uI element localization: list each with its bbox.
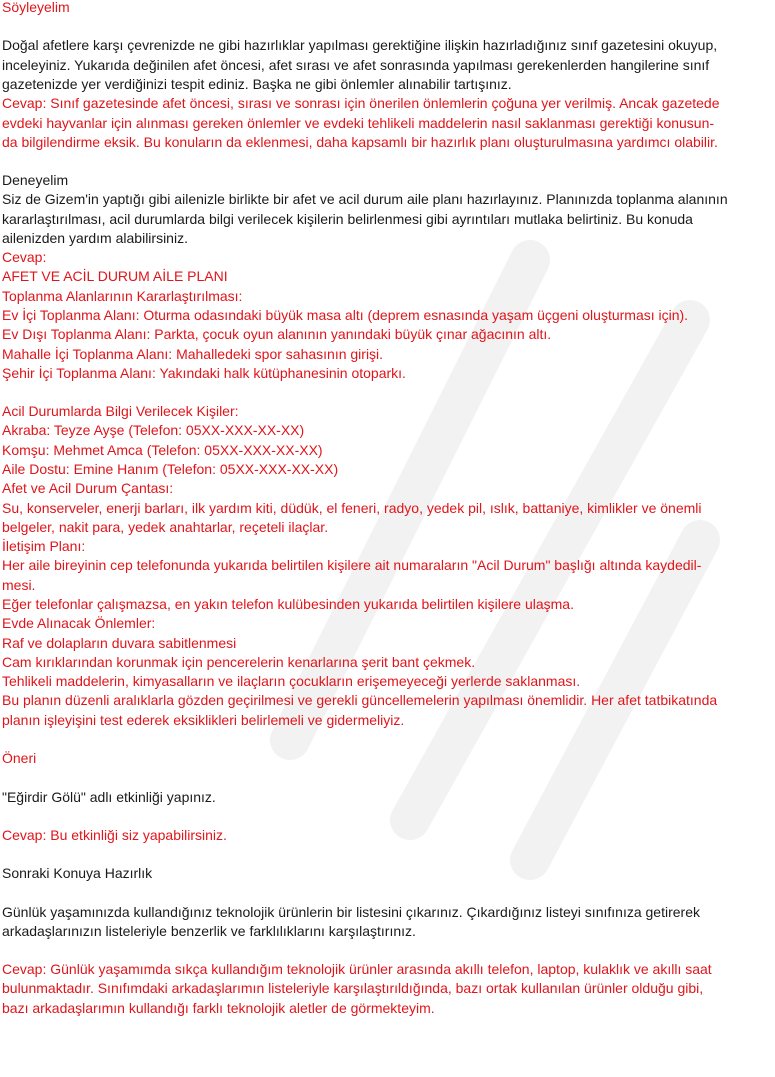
plan-line: Akraba: Teyze Ayşe (Telefon: 05XX-XXX-XX-XX) — [2, 422, 305, 438]
deneyelim-line: Siz de Gizem'in yaptığı gibi ailenizle birlikte bir afet ve acil durum aile planı hazırlayınız. Planınızda toplanma alanının — [2, 191, 728, 207]
plan-line: Ev Dışı Toplanma Alanı: Parkta, çocuk oyun alanının yanındaki büyük çınar ağacının altı. — [2, 326, 552, 342]
oneri-answer: Cevap: Bu etkinliği siz yapabilirsiniz. — [2, 827, 227, 843]
sonraki-line: arkadaşlarınızın listeleriyle benzerlik ve farklılıklarını karşılaştırınız. — [2, 923, 416, 939]
plan-line: Her aile bireyinin cep telefonunda yukarıda belirtilen kişilere ait numaraların "Acil Durum" başlığı altında kaydedil- — [2, 557, 702, 573]
plan-line: planın işleyişini test ederek eksiklikleri belirlemeli ve gidermeliyiz. — [2, 712, 405, 728]
plan-line: Toplanma Alanlarının Kararlaştırılması: — [2, 288, 243, 304]
section-title-deneyelim: Deneyelim — [2, 172, 69, 188]
sonraki-answer-line: Cevap: Günlük yaşamımda sıkça kullandığım teknolojik ürünler arasında akıllı telefon, laptop, kulaklık ve akıllı saat — [2, 961, 712, 977]
plan-line: Cam kırıklarından korunmak için pencerelerin kenarlarına şerit bant çekmek. — [2, 654, 476, 670]
plan-line: mesi. — [2, 577, 36, 593]
plan-line: belgeler, nakit para, yedek anahtarlar, reçeteli ilaçlar. — [2, 519, 329, 535]
plan-line: İletişim Planı: — [2, 538, 86, 554]
plan-line: Acil Durumlarda Bilgi Verilecek Kişiler: — [2, 403, 239, 419]
plan-line: Ev İçi Toplanma Alanı: Oturma odasındaki büyük masa altı (deprem esnasında yaşam üçgeni oluşturması için). — [2, 307, 689, 323]
answer-line: da bilgilendirme eksik. Bu konuların da eklenmesi, daha kapsamlı bir hazırlık planı oluşturulmasına yardımcı olabilir. — [2, 134, 718, 150]
plan-line: Afet ve Acil Durum Çantası: — [2, 480, 174, 496]
sonraki-answer-line: bazı arkadaşlarımın kullandığı farklı teknolojik aletler de görmekteyim. — [2, 1000, 435, 1016]
intro-line: gazetenizde yer verdiğinizi tespit ediniz. Başka ne gibi önlemler alınabilir tartışınız. — [2, 76, 512, 92]
intro-line: inceleyiniz. Yukarıda değinilen afet öncesi, afet sırası ve afet sonrasında yapılması gerekenlerden hangilerine sınıf — [2, 57, 710, 73]
sonraki-answer-line: bulunmaktadır. Sınıfımdaki arkadaşlarımın listeleriyle karşılaştırıldığında, bazı ortak kullanılan ürünler olduğu gibi, — [2, 980, 704, 996]
plan-line: Raf ve dolapların duvara sabitlenmesi — [2, 635, 237, 651]
answer-line: evdeki hayvanlar için alınması gereken önlemler ve evdeki tehlikeli maddelerin nasıl saklanması gerektiği konusun- — [2, 115, 715, 131]
plan-line: Cevap: — [2, 249, 47, 265]
plan-line: Bu planın düzenli aralıklarla gözden geçirilmesi ve gerekli güncellemelerin yapılması önemlidir. Her afet tatbikatında — [2, 692, 718, 708]
section-title-soyleyelim: Söyleyelim — [2, 0, 70, 15]
deneyelim-line: kararlaştırılması, acil durumlarda bilgi verilecek kişilerin belirlenmesi gibi ayrıntıları mutlaka belirtiniz. Bu konuda — [2, 211, 693, 227]
oneri-text: "Eğirdir Gölü" adlı etkinliği yapınız. — [2, 789, 216, 805]
deneyelim-line: ailenizden yardım alabilirsiniz. — [2, 230, 188, 246]
plan-line: Evde Alınacak Önlemler: — [2, 615, 156, 631]
intro-line: Doğal afetlere karşı çevrenizde ne gibi hazırlıklar yapılması gerektiğine ilişkin hazırladığınız sınıf gazetesini okuyup, — [2, 37, 718, 53]
plan-line: Su, konserveler, enerji barları, ilk yardım kiti, düdük, el feneri, radyo, yedek pil, ıslık, battaniye, kimlikler ve önemli — [2, 500, 702, 516]
plan-title: AFET VE ACİL DURUM AİLE PLANI — [2, 268, 228, 284]
plan-line: Komşu: Mehmet Amca (Telefon: 05XX-XXX-XX-XX) — [2, 442, 323, 458]
plan-line: Aile Dostu: Emine Hanım (Telefon: 05XX-XXX-XX-XX) — [2, 461, 339, 477]
plan-line: Mahalle İçi Toplanma Alanı: Mahalledeki spor sahasının girişi. — [2, 346, 384, 362]
section-title-sonraki: Sonraki Konuya Hazırlık — [2, 865, 153, 881]
sonraki-line: Günlük yaşamınızda kullandığınız teknolojik ürünlerin bir listesini çıkarınız. Çıkardığınız listeyi sınıfınıza getirerek — [2, 904, 700, 920]
plan-line: Tehlikeli maddelerin, kimyasalların ve ilaçların çocukların erişemeyeceği yerlerde saklanması. — [2, 673, 581, 689]
answer-line: Cevap: Sınıf gazetesinde afet öncesi, sırası ve sonrası için önerilen önlemlerin çoğuna yer verilmiş. Ancak gazetede — [2, 95, 720, 111]
plan-line: Şehir İçi Toplanma Alanı: Yakındaki halk kütüphanesinin otoparkı. — [2, 365, 406, 381]
plan-line: Eğer telefonlar çalışmazsa, en yakın telefon kulübesinden yukarıda belirtilen kişilere ulaşma. — [2, 596, 574, 612]
section-title-oneri: Öneri — [2, 750, 37, 766]
